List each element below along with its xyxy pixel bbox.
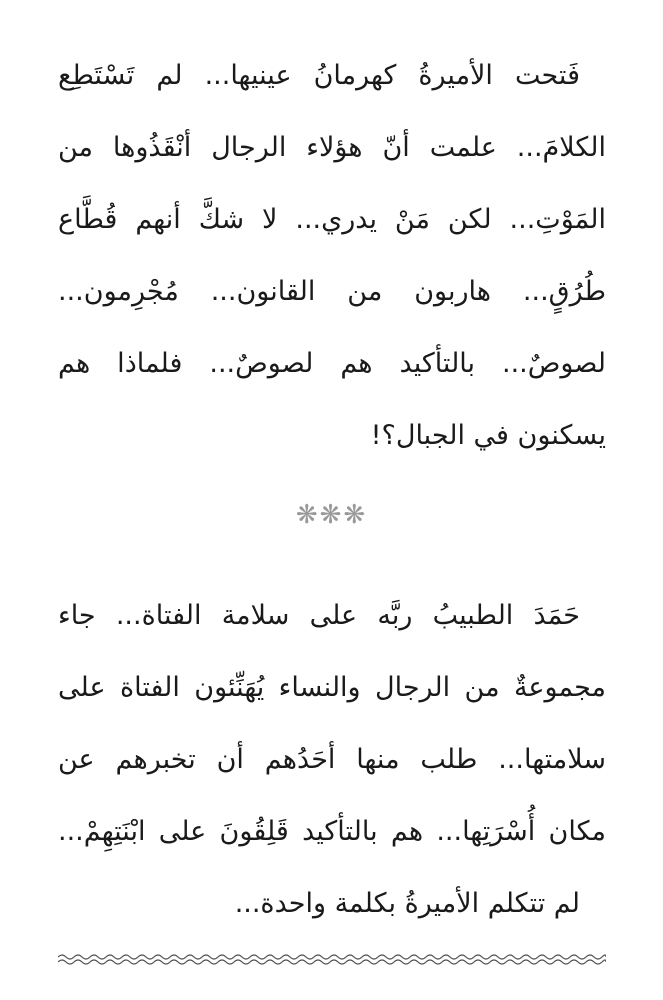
paragraph-one: [58, 40, 606, 472]
paragraph-two: [58, 580, 606, 940]
text-line: الكلامَ... علمت أنّ هؤلاء الرجال أنْقَذُوها من: [58, 132, 606, 163]
text-line: حَمَدَ الطبيبُ ربَّه على سلامة الفتاة... جاء: [58, 600, 580, 631]
text-line: فَتحت الأميرةُ كهرمانُ عينيها... لم تَسْتَطِع: [58, 60, 580, 91]
text-line: يسكنون في الجبال؟!: [370, 420, 606, 451]
text-line: مكان أُسْرَتِها... هم بالتأكيد قَلِقُونَ على ابْنَتِهِمْ...: [58, 816, 606, 847]
section-separator: ❋❋❋: [295, 500, 368, 530]
text-line: المَوْتِ... لكن مَنْ يدري... لا شكَّ أنهم قُطَّاع: [58, 204, 606, 235]
wavy-divider: [58, 952, 606, 966]
text-line: لم تتكلم الأميرةُ بكلمة واحدة...: [234, 888, 580, 919]
text-line: مجموعةٌ من الرجال والنساء يُهَنِّئون الفتاة على: [58, 672, 606, 703]
text-line: لصوصٌ... بالتأكيد هم لصوصٌ... فلماذا هم: [58, 348, 606, 379]
text-line: طُرُقٍ... هاربون من القانون... مُجْرِمون...: [58, 276, 606, 307]
text-line: سلامتها... طلب منها أحَدُهم أن تخبرهم عن: [58, 744, 606, 775]
